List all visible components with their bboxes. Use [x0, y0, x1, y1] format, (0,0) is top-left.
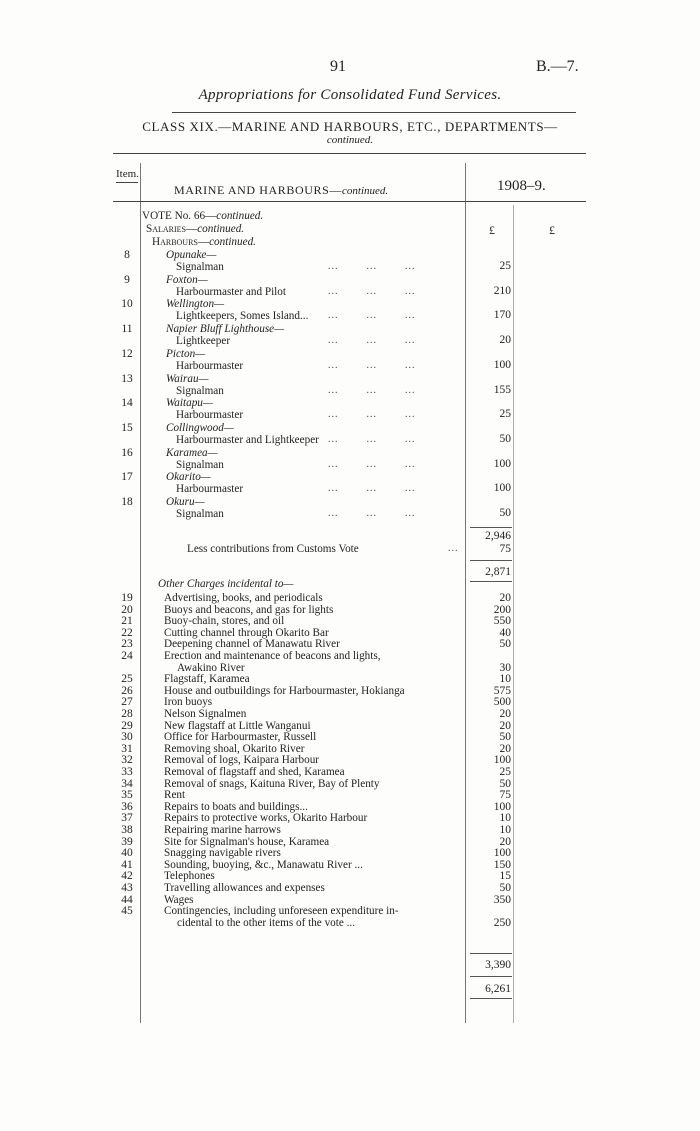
item-number: 33	[121, 766, 133, 778]
item-number: 16	[121, 447, 133, 459]
charge-description: Iron buoys	[164, 696, 213, 708]
item-number: 25	[121, 673, 133, 685]
item-number: 26	[121, 685, 133, 697]
charge-description: Erection and maintenance of beacons and lights,	[164, 650, 381, 662]
subtotal-rule-1	[470, 527, 512, 528]
total-rule-3	[470, 998, 512, 999]
position-title: Harbourmaster	[176, 483, 244, 495]
item-number: 15	[121, 422, 133, 434]
place-name	[166, 373, 208, 385]
title-rule	[172, 112, 576, 113]
charge-description: Site for Signalman's house, Karamea	[164, 836, 330, 848]
harbours-heading-text: Harbours—	[152, 236, 210, 248]
item-number: 35	[121, 789, 133, 801]
less-contributions-amount: 75	[499, 543, 511, 555]
charge-description-continued: Awakino River	[177, 662, 245, 674]
charge-amount: 10	[499, 812, 511, 824]
charge-amount: 20	[499, 708, 511, 720]
charge-amount: 350	[493, 894, 511, 906]
item-number: 13	[121, 373, 133, 385]
other-charges-heading	[158, 578, 293, 590]
leader-dots: ... ... ...	[328, 261, 416, 272]
vote-heading-continued: continued.	[216, 210, 264, 222]
charge-amount: 50	[499, 882, 511, 894]
salary-amount: 210	[493, 285, 511, 297]
charge-amount: 50	[499, 638, 511, 650]
charge-amount: 10	[499, 673, 511, 685]
item-column-header: Item.	[116, 168, 139, 180]
place-name	[166, 348, 205, 360]
item-column-line	[140, 163, 141, 1023]
item-number: 14	[121, 397, 133, 409]
place-name	[166, 397, 213, 409]
position-title: Harbourmaster	[176, 409, 244, 421]
salaries-heading-continued: continued.	[197, 223, 245, 235]
item-number: 34	[121, 778, 133, 790]
place-name	[166, 298, 224, 310]
item-number: 8	[124, 249, 130, 261]
leader-dots: ... ... ...	[328, 434, 416, 445]
item-number: 12	[121, 348, 133, 360]
item-number: 10	[121, 298, 133, 310]
harbours-heading-continued: continued.	[209, 236, 256, 248]
charge-description: Snagging navigable rivers	[164, 847, 281, 859]
salary-amount: 25	[499, 408, 511, 420]
charge-amount: 40	[499, 627, 511, 639]
leader-dots: ... ... ...	[328, 286, 416, 297]
subtotal-rule-2	[470, 560, 512, 561]
other-charges-total: 3,390	[485, 959, 511, 971]
charge-amount: 15	[499, 870, 511, 882]
charge-amount: 100	[493, 754, 511, 766]
charge-description: Advertising, books, and periodicals	[164, 592, 323, 604]
charge-description-continued: cidental to the other items of the vote ...	[177, 917, 356, 929]
charge-description: Telephones	[164, 870, 215, 882]
charge-amount: 500	[493, 696, 511, 708]
charge-amount: 20	[499, 743, 511, 755]
charge-amount: 50	[499, 731, 511, 743]
salary-amount: 25	[499, 260, 511, 272]
position-title: Lightkeepers, Somes Island...	[176, 310, 309, 322]
place-name-text: Opunake—	[166, 249, 217, 261]
item-number: 29	[121, 720, 133, 732]
charge-description: Repairs to protective works, Okarito Harbour	[164, 812, 368, 824]
position-title: Harbourmaster	[176, 360, 244, 372]
leader-dots: ... ... ...	[328, 385, 416, 396]
class-heading-continued	[0, 134, 700, 146]
place-name	[166, 249, 216, 261]
total-rule-1	[470, 953, 512, 954]
item-number: 41	[121, 859, 133, 871]
charge-amount: 100	[493, 847, 511, 859]
item-number: 44	[121, 894, 133, 906]
item-number: 21	[121, 615, 133, 627]
charge-amount: 25	[499, 766, 511, 778]
position-title: Harbourmaster and Lightkeeper	[176, 434, 319, 446]
place-name	[166, 274, 208, 286]
vote-heading	[142, 210, 263, 222]
charge-amount: 50	[499, 778, 511, 790]
charge-amount: 20	[499, 720, 511, 732]
charge-description: Removal of snags, Kaituna River, Bay of Plenty	[164, 778, 380, 790]
document-reference: B.—7.	[536, 58, 579, 75]
charge-description: Sounding, buoying, &c., Manawatu River ...	[164, 859, 363, 871]
item-number: 38	[121, 824, 133, 836]
section-heading	[174, 183, 388, 198]
item-number: 22	[121, 627, 133, 639]
total-column-line	[513, 205, 514, 1023]
salary-amount: 100	[493, 482, 511, 494]
item-number: 30	[121, 731, 133, 743]
charge-description: Flagstaff, Karamea	[164, 673, 250, 685]
charge-amount: 100	[493, 801, 511, 813]
charge-description: Wages	[164, 894, 194, 906]
charge-amount: 10	[499, 824, 511, 836]
item-number: 24	[121, 650, 133, 662]
place-name	[166, 323, 284, 335]
section-heading-continued: continued.	[342, 185, 389, 197]
leader-dots: ... ... ...	[328, 335, 416, 346]
place-name	[166, 447, 218, 459]
leader-dots: ... ... ...	[328, 483, 416, 494]
charge-amount: 150	[493, 859, 511, 871]
place-name-text: Collingwood—	[166, 422, 234, 434]
charge-amount: 575	[493, 685, 511, 697]
item-number: 27	[121, 696, 133, 708]
item-number: 45	[121, 905, 133, 917]
subtotal-rule-3	[470, 581, 512, 582]
item-number: 37	[121, 812, 133, 824]
salary-amount: 100	[493, 359, 511, 371]
charge-description: Buoy-chain, stores, and oil	[164, 615, 285, 627]
charge-description: Removal of logs, Kaipara Harbour	[164, 754, 320, 766]
salaries-net-total: 2,871	[485, 566, 511, 578]
other-charges-heading-text: Other Charges incidental to—	[158, 578, 294, 590]
charge-description: Repairing marine harrows	[164, 824, 281, 836]
class-continued-text: continued.	[326, 134, 374, 146]
page-title: Appropriations for Consolidated Fund Services.	[198, 87, 502, 103]
leader-dots: ... ... ...	[328, 459, 416, 470]
place-name-text: Foxton—	[166, 274, 208, 286]
salaries-heading	[146, 223, 244, 235]
less-contributions-label: Less contributions from Customs Vote	[187, 543, 359, 555]
charge-description: Repairs to boats and buildings...	[164, 801, 308, 813]
salary-amount: 100	[493, 458, 511, 470]
leader-dots: ... ... ...	[328, 409, 416, 420]
place-name-text: Wairau—	[166, 373, 209, 385]
item-number: 36	[121, 801, 133, 813]
item-number: 28	[121, 708, 133, 720]
charge-description: New flagstaff at Little Wanganui	[164, 720, 311, 732]
item-number: 19	[121, 592, 133, 604]
item-number: 43	[121, 882, 133, 894]
place-name-text: Okuru—	[166, 496, 205, 508]
charge-description: Office for Harbourmaster, Russell	[164, 731, 317, 743]
place-name-text: Waitapu—	[166, 397, 213, 409]
place-name-text: Wellington—	[166, 298, 225, 310]
charge-amount: 20	[499, 836, 511, 848]
item-number: 42	[121, 870, 133, 882]
position-title: Signalman	[176, 508, 224, 520]
harbours-heading	[152, 236, 256, 248]
salaries-subtotal: 2,946	[485, 530, 511, 542]
salary-amount: 50	[499, 507, 511, 519]
charge-amount: 30	[499, 662, 511, 674]
item-number: 18	[121, 496, 133, 508]
charge-description: Deepening channel of Manawatu River	[164, 638, 340, 650]
item-header-rule	[116, 182, 138, 183]
charge-description: House and outbuildings for Harbourmaster, Hokianga	[164, 685, 405, 697]
charge-amount: 250	[493, 917, 511, 929]
header-bottom-rule	[113, 201, 586, 202]
place-name-text: Picton—	[166, 348, 206, 360]
salary-amount: 50	[499, 433, 511, 445]
item-number: 39	[121, 836, 133, 848]
currency-symbol-total: £	[549, 223, 555, 237]
item-number: 9	[124, 274, 130, 286]
charge-description: Contingencies, including unforeseen expenditure in-	[164, 905, 399, 917]
item-number: 20	[121, 604, 133, 616]
position-title: Signalman	[176, 385, 224, 397]
item-number: 17	[121, 471, 133, 483]
place-name-text: Okarito—	[166, 471, 211, 483]
charge-amount: 550	[493, 615, 511, 627]
table-top-rule	[113, 153, 586, 154]
page-number: 91	[330, 58, 346, 75]
item-number: 23	[121, 638, 133, 650]
charge-description: Rent	[164, 789, 186, 801]
section-heading-text: MARINE AND HARBOURS—	[174, 183, 343, 197]
year-column-header: 1908–9.	[497, 178, 546, 194]
charge-description: Nelson Signalmen	[164, 708, 247, 720]
salary-amount: 170	[493, 309, 511, 321]
vote-heading-text: VOTE No. 66—	[142, 210, 217, 222]
place-name	[166, 471, 211, 483]
place-name-text: Karamea—	[166, 447, 218, 459]
charge-description: Buoys and beacons, and gas for lights	[164, 604, 334, 616]
grand-total: 6,261	[485, 983, 511, 995]
salaries-heading-text: Salaries—	[146, 223, 198, 235]
place-name	[166, 496, 205, 508]
class-heading: CLASS XIX.—MARINE AND HARBOURS, ETC., DEPARTMENTS—	[142, 119, 558, 134]
charge-amount: 200	[493, 604, 511, 616]
item-number: 31	[121, 743, 133, 755]
position-title: Harbourmaster and Pilot	[176, 286, 286, 298]
position-title: Lightkeeper	[176, 335, 231, 347]
charge-description: Cutting channel through Okarito Bar	[164, 627, 329, 639]
salary-amount: 155	[493, 384, 511, 396]
currency-symbol-amount: £	[489, 223, 495, 237]
item-number: 40	[121, 847, 133, 859]
salary-amount: 20	[499, 334, 511, 346]
item-number: 32	[121, 754, 133, 766]
leader-dots: ... ... ...	[328, 360, 416, 371]
charge-description: Removing shoal, Okarito River	[164, 743, 305, 755]
place-name	[166, 422, 234, 434]
charge-description: Travelling allowances and expenses	[164, 882, 325, 894]
place-name-text: Napier Bluff Lighthouse—	[166, 323, 285, 335]
leader-dots: ... ... ...	[328, 508, 416, 519]
position-title: Signalman	[176, 261, 224, 273]
charge-amount: 75	[499, 789, 511, 801]
item-number: 11	[121, 323, 133, 335]
leader-dots: ... ... ...	[328, 310, 416, 321]
charge-amount: 20	[499, 592, 511, 604]
charge-description: Removal of flagstaff and shed, Karamea	[164, 766, 345, 778]
total-rule-2	[470, 976, 512, 977]
leader-dots: ...	[448, 543, 459, 554]
position-title: Signalman	[176, 459, 224, 471]
